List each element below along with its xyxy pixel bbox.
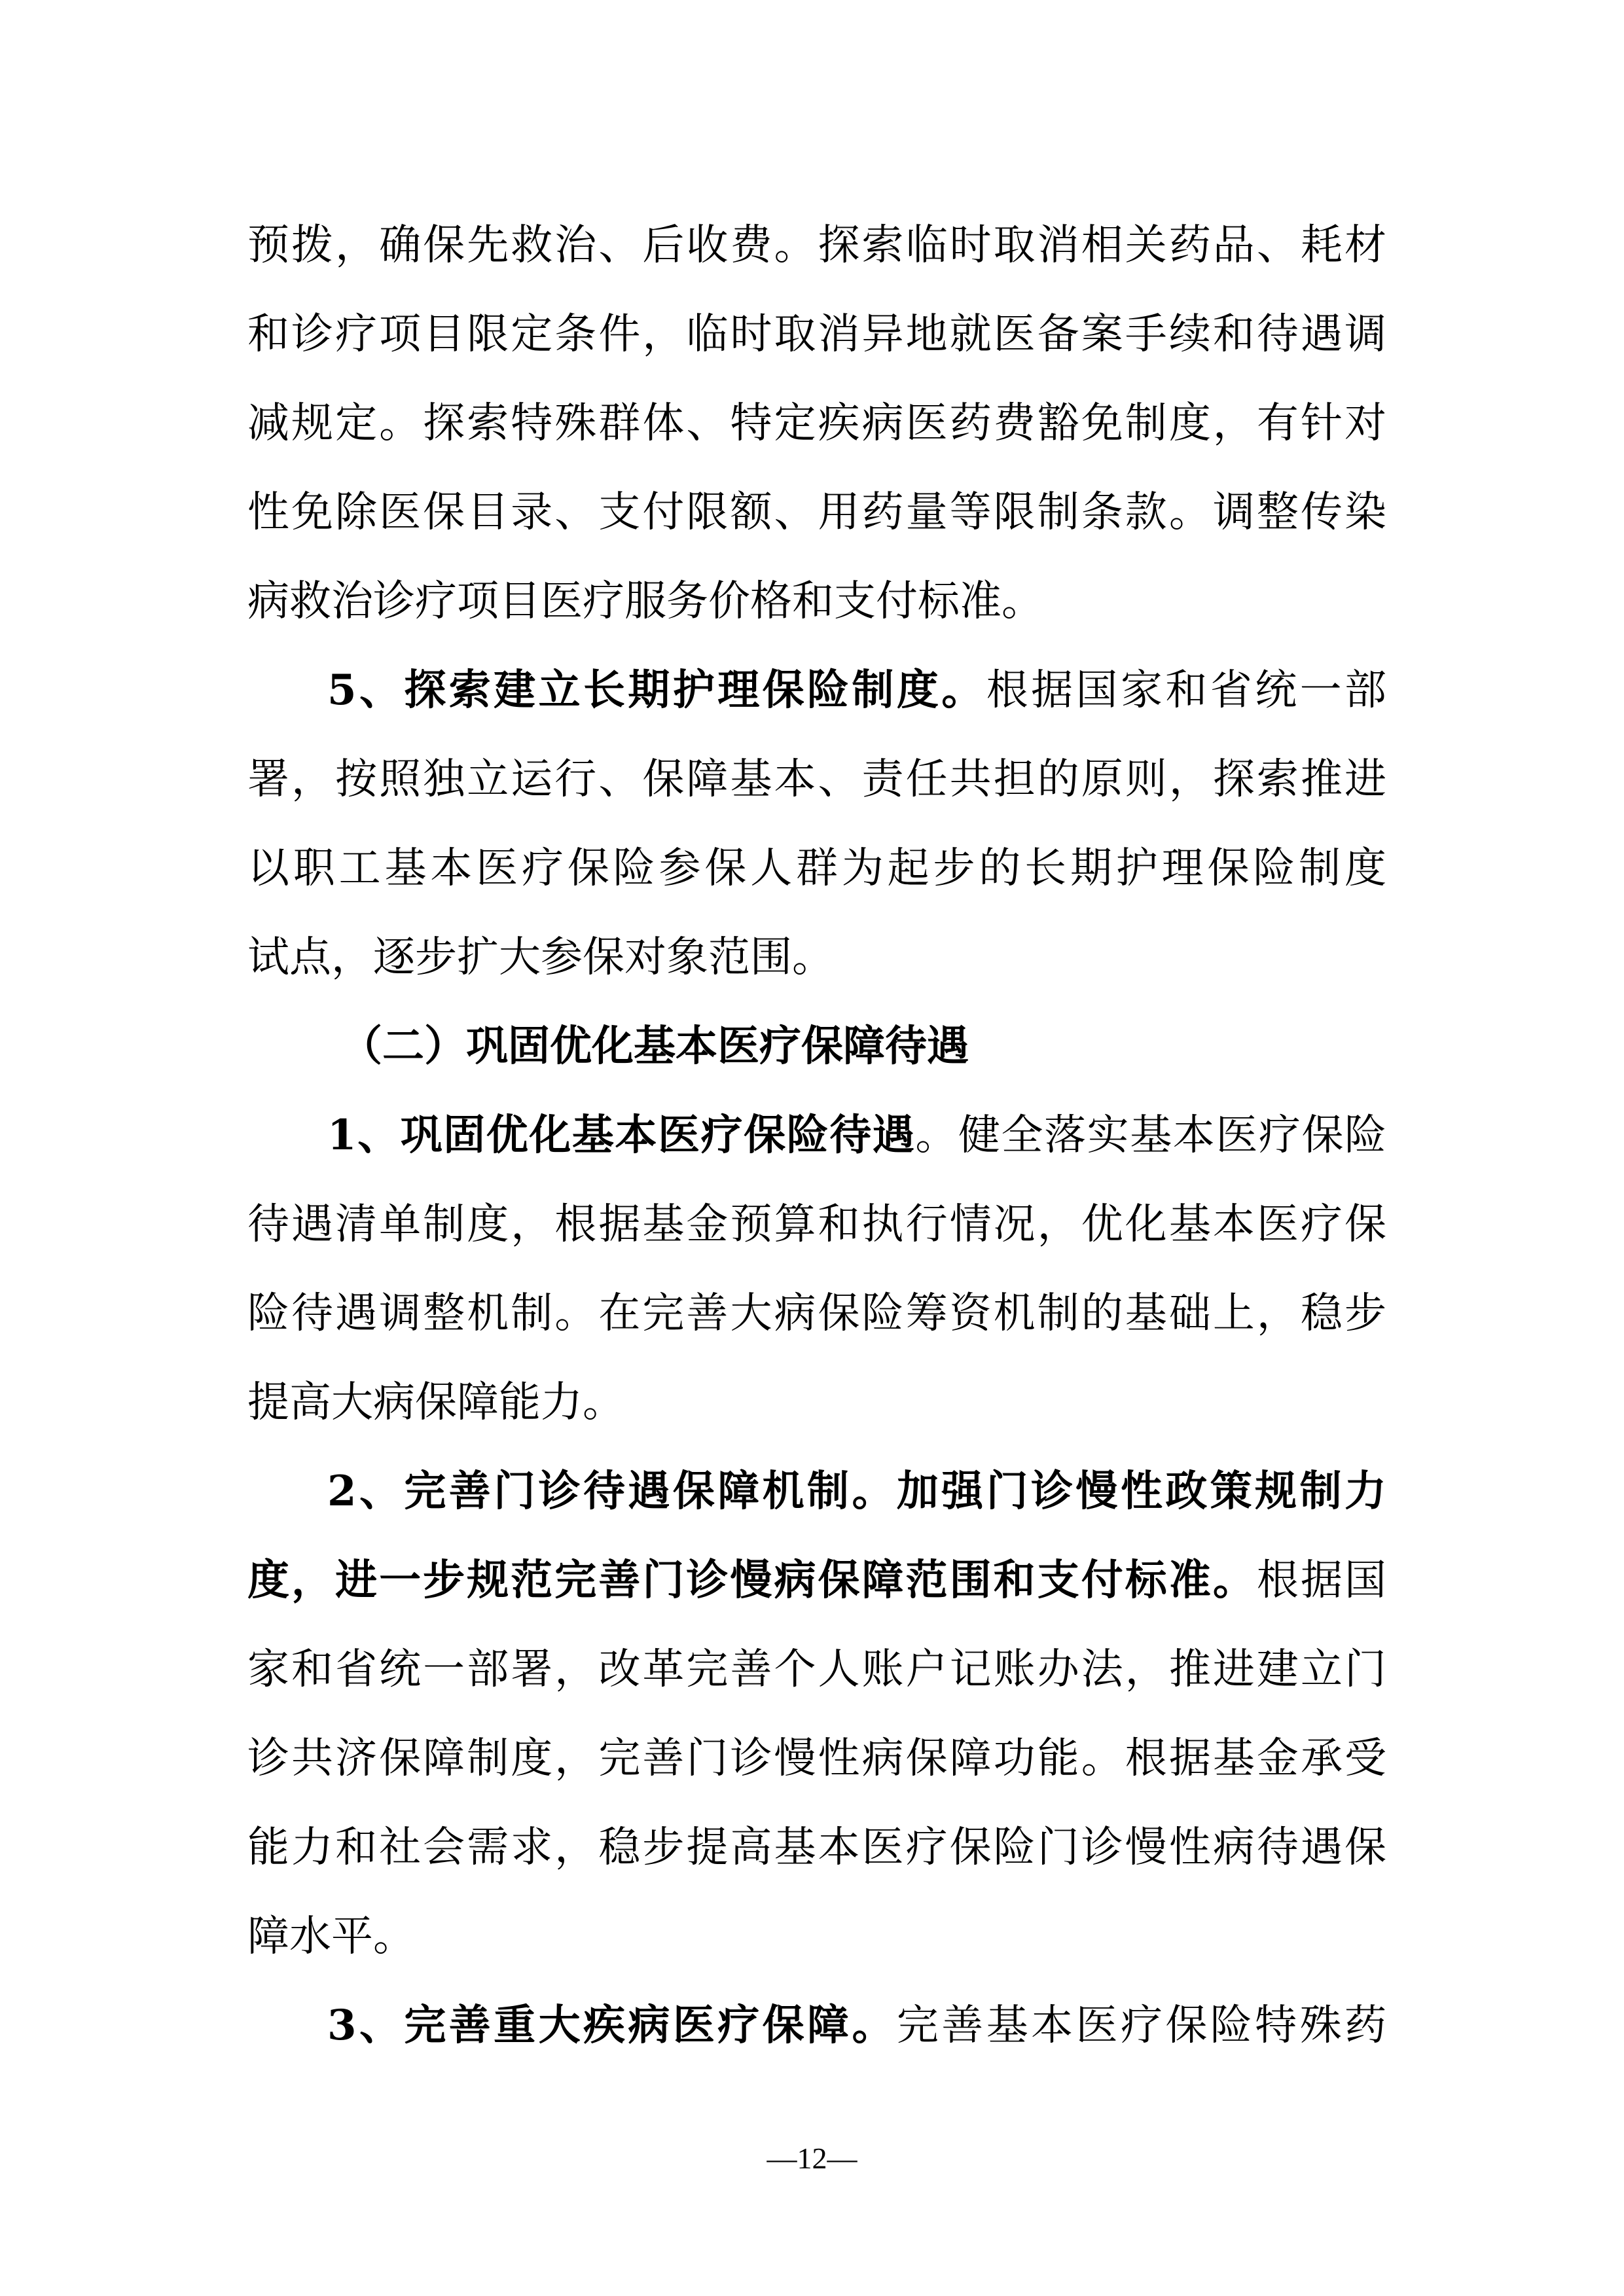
item-1-title: 1、巩固优化基本医疗保险待遇 (327, 1111, 916, 1160)
item-3-title: 3、完善重大疾病医疗保障。 (327, 2001, 897, 2050)
text-line: 预拨，确保先救治、后收费。探索临时取消相关药品、耗材 (247, 221, 1386, 270)
section-heading: （二）巩固优化基本医疗保障待遇 (340, 1022, 969, 1071)
item-1-first-line (327, 1109, 1386, 1162)
text-line: 试点，逐步扩大参保对象范围。 (247, 933, 834, 982)
text-line: 病救治诊疗项目医疗服务价格和支付标准。 (247, 577, 1043, 626)
item-3-first-line (327, 2000, 1386, 2052)
text-line: 障水平。 (247, 1912, 415, 1961)
item-2-first-line (327, 1465, 1386, 1518)
item-2-text: 根据国 (1256, 1556, 1387, 1605)
text-line: 能力和社会需求，稳步提高基本医疗保险门诊慢性病待遇保 (247, 1823, 1386, 1872)
text-line: 减规定。探索特殊群体、特定疾病医药费豁免制度，有针对 (247, 399, 1386, 448)
text-line: 家和省统一部署，改革完善个人账户记账办法，推进建立门 (247, 1645, 1386, 1694)
item-3-text: 完善基本医疗保险特殊药 (896, 2001, 1387, 2050)
text-line: 和诊疗项目限定条件，临时取消异地就医备案手续和待遇调 (247, 310, 1386, 359)
item-5-first-line (327, 664, 1386, 717)
text-line: 署，按照独立运行、保障基本、责任共担的原则，探索推进 (247, 755, 1386, 804)
item-2-title: 2、完善门诊待遇保障机制。加强门诊慢性政策规制力 (327, 1467, 1386, 1516)
item-5-text: 根据国家和省统一部 (986, 666, 1387, 715)
item-2-title-cont: 度，进一步规范完善门诊慢病保障范围和支付标准。 (247, 1556, 1257, 1605)
item-2-second-line (247, 1554, 1386, 1607)
text-line: 险待遇调整机制。在完善大病保险筹资机制的基础上，稳步 (247, 1289, 1386, 1338)
text-line: 诊共济保障制度，完善门诊慢性病保障功能。根据基金承受 (247, 1734, 1386, 1783)
text-line: 性免除医保目录、支付限额、用药量等限制条款。调整传染 (247, 488, 1386, 537)
page-number: —12— (767, 2142, 857, 2175)
item-5-title: 5、探索建立长期护理保险制度。 (327, 666, 986, 715)
text-line: 提高大病保障能力。 (247, 1378, 624, 1427)
item-1-text: 。健全落实基本医疗保险 (915, 1111, 1387, 1160)
text-line: 以职工基本医疗保险参保人群为起步的长期护理保险制度 (247, 844, 1386, 893)
text-line: 待遇清单制度，根据基金预算和执行情况，优化基本医疗保 (247, 1200, 1386, 1249)
